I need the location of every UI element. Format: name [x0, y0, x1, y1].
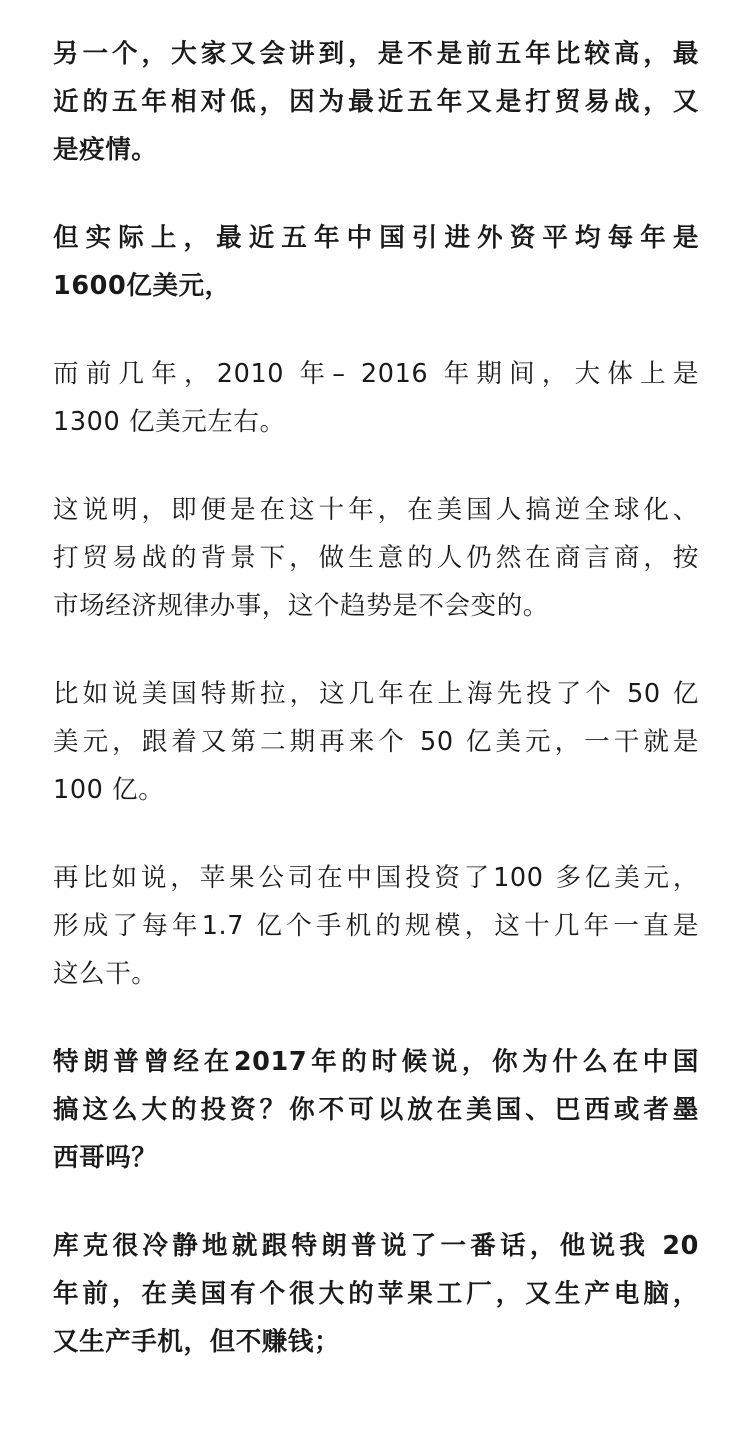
paragraph-line: 而前几年，2010 年– 2016 年期间，大体上是: [53, 359, 699, 389]
paragraph-line: 是疫情。: [53, 135, 158, 165]
paragraph-line: 形成了每年1.7 亿个手机的规模，这十几年一直是: [53, 911, 699, 941]
paragraph-line: 1300 亿美元左右。: [53, 407, 286, 437]
paragraph-line: 另一个，大家又会讲到，是不是前五年比较高，最: [53, 39, 699, 69]
paragraph-line: 打贸易战的背景下，做生意的人仍然在商言商，按: [53, 543, 699, 573]
paragraph-2: [53, 214, 699, 310]
paragraph-line: 这么干。: [53, 959, 158, 989]
paragraph-line: 特朗普曾经在2017年的时候说，你为什么在中国: [53, 1047, 699, 1077]
paragraph-8: [53, 1222, 699, 1366]
paragraph-line: 近的五年相对低，因为最近五年又是打贸易战，又: [53, 87, 699, 117]
paragraph-4: [53, 486, 699, 630]
paragraph-line: 但实际上，最近五年中国引进外资平均每年是: [53, 223, 699, 253]
paragraph-line: 市场经济规律办事，这个趋势是不会变的。: [53, 591, 549, 621]
paragraph-line: 1600亿美元，: [53, 271, 231, 301]
paragraph-line: 搞这么大的投资？你不可以放在美国、巴西或者墨: [53, 1095, 699, 1125]
paragraph-line: 比如说美国特斯拉，这几年在上海先投了个 50 亿: [53, 679, 699, 709]
paragraph-1: [53, 30, 699, 174]
paragraph-5: [53, 670, 699, 814]
paragraph-line: 100 亿。: [53, 775, 165, 805]
paragraph-6: [53, 854, 699, 998]
paragraph-line: 库克很冷静地就跟特朗普说了一番话，他说我 20: [53, 1231, 699, 1261]
article-body: [53, 30, 699, 1366]
paragraph-line: 西哥吗？: [53, 1143, 158, 1173]
paragraph-line: 美元，跟着又第二期再来个 50 亿美元，一干就是: [53, 727, 699, 757]
paragraph-line: 这说明，即便是在这十年，在美国人搞逆全球化、: [53, 495, 699, 525]
paragraph-line: 又生产手机，但不赚钱；: [53, 1327, 341, 1357]
paragraph-line: 再比如说，苹果公司在中国投资了100 多亿美元，: [53, 863, 699, 893]
paragraph-3: [53, 350, 699, 446]
paragraph-line: 年前，在美国有个很大的苹果工厂，又生产电脑，: [53, 1279, 699, 1309]
paragraph-7: [53, 1038, 699, 1182]
